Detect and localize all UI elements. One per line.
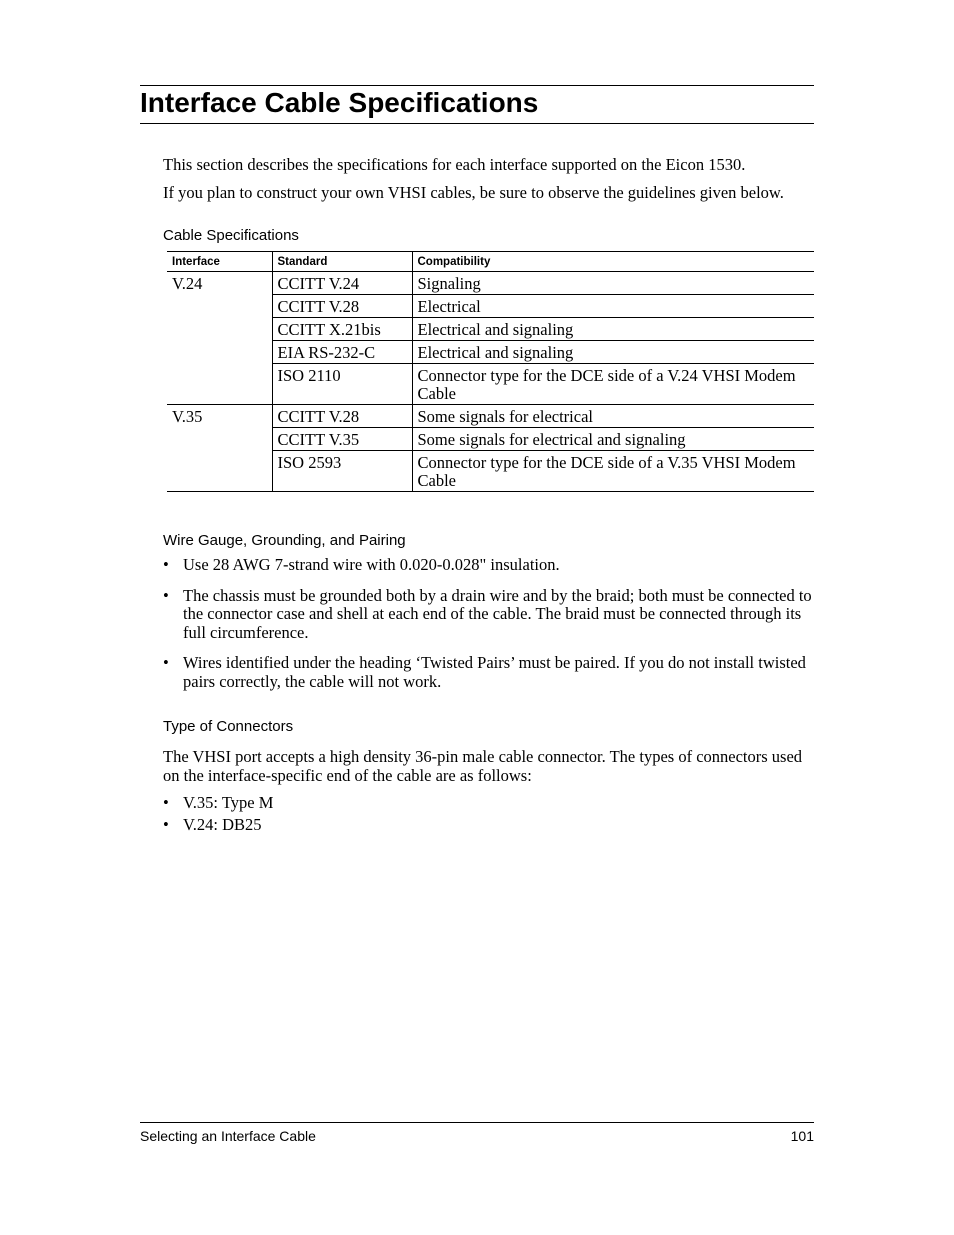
table-row (167, 428, 814, 451)
cell-compatibility: Electrical and signaling (412, 341, 814, 364)
cell-standard: EIA RS-232-C (272, 341, 412, 364)
intro-paragraph-2: If you plan to construct your own VHSI cables, be sure to observe the guidelines given below. (163, 183, 784, 202)
table-row (167, 405, 814, 428)
cell-standard: CCITT X.21bis (272, 318, 412, 341)
table-row (167, 272, 814, 295)
footer-rule (140, 1122, 814, 1123)
connectors-heading: Type of Connectors (163, 718, 294, 735)
wire-gauge-list (163, 556, 814, 691)
connectors-paragraph: The VHSI port accepts a high density 36-pin male cable connector. The types of connectors used on the interface-specific end of the cable are as follows: (163, 747, 803, 785)
cell-interface (167, 341, 272, 364)
page-number: 101 (790, 1128, 814, 1144)
cell-compatibility: Some signals for electrical (412, 405, 814, 428)
intro-paragraph-1: This section describes the specifications for each interface supported on the Eicon 1530. (163, 155, 746, 174)
bullet-icon: • (163, 555, 169, 574)
cell-interface (167, 295, 272, 318)
cell-interface: V.24 (172, 274, 203, 293)
cell-compatibility: Connector type for the DCE side of a V.24 VHSI Modem Cable (412, 364, 814, 405)
cell-interface: V.35 (172, 407, 203, 426)
cell-interface (167, 451, 272, 492)
cell-standard: CCITT V.28 (272, 405, 412, 428)
list-item (163, 556, 814, 575)
bullet-icon: • (163, 814, 169, 834)
bullet-icon: • (163, 793, 169, 812)
list-item (163, 587, 814, 643)
list-item (163, 816, 814, 835)
cell-standard: CCITT V.35 (272, 428, 412, 451)
cell-standard: ISO 2593 (272, 451, 412, 492)
bullet-icon: • (163, 653, 169, 672)
table-row (167, 341, 814, 364)
connectors-list (163, 794, 814, 834)
list-item-text: Use 28 AWG 7-strand wire with 0.020-0.028" insulation. (183, 555, 560, 574)
header-compatibility: Compatibility (412, 252, 814, 272)
table-row (167, 295, 814, 318)
title-rule-bottom (140, 123, 814, 124)
cable-specs-table (167, 251, 814, 492)
cell-standard: CCITT V.24 (272, 272, 412, 295)
cell-compatibility: Electrical (412, 295, 814, 318)
list-item-text: The chassis must be grounded both by a drain wire and by the braid; both must be connected to the connector case and shell at each end of the cable. The braid must be connected through its full circumference. (183, 585, 812, 642)
table-row (167, 318, 814, 341)
list-item-text: V.35: Type M (183, 793, 274, 812)
cell-standard: CCITT V.28 (272, 295, 412, 318)
cell-compatibility: Connector type for the DCE side of a V.35 VHSI Modem Cable (412, 451, 814, 492)
header-interface: Interface (167, 252, 272, 272)
table-row (167, 364, 814, 405)
cable-specs-heading: Cable Specifications (163, 227, 299, 244)
table-header-row (167, 252, 814, 272)
list-item (163, 794, 814, 813)
bullet-icon: • (163, 585, 169, 605)
cell-compatibility: Some signals for electrical and signaling (412, 428, 814, 451)
page-title: Interface Cable Specifications (140, 87, 539, 118)
table-row (167, 451, 814, 492)
list-item-text: Wires identified under the heading ‘Twisted Pairs’ must be paired. If you do not install twisted pairs correctly, the cable will not work. (183, 653, 806, 691)
cell-standard: ISO 2110 (272, 364, 412, 405)
cell-interface (167, 364, 272, 405)
cell-compatibility: Electrical and signaling (412, 318, 814, 341)
cell-interface (167, 428, 272, 451)
list-item (163, 654, 814, 691)
footer-section-title: Selecting an Interface Cable (140, 1128, 316, 1144)
list-item-text: V.24: DB25 (183, 814, 262, 834)
header-standard: Standard (272, 252, 412, 272)
cell-interface (167, 318, 272, 341)
cell-compatibility: Signaling (412, 272, 814, 295)
wire-gauge-heading: Wire Gauge, Grounding, and Pairing (163, 532, 406, 549)
